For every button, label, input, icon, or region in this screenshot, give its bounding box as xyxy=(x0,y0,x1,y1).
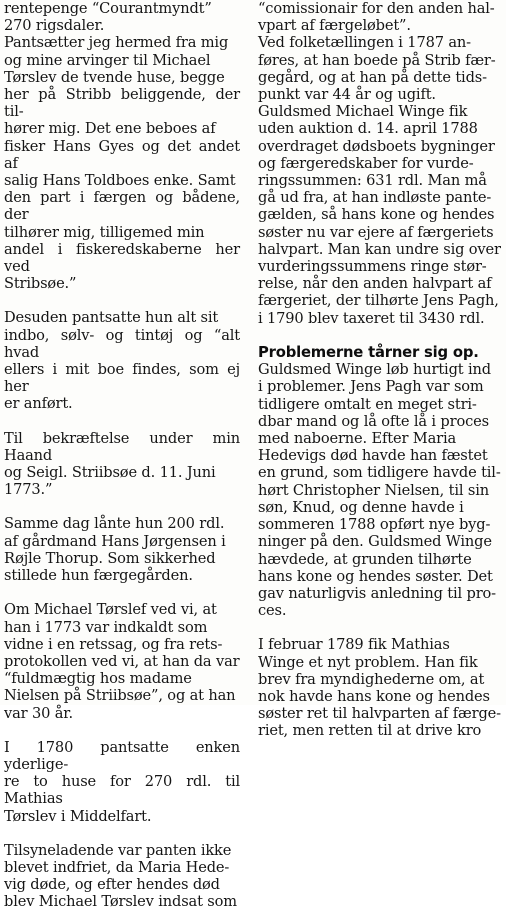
paragraph-courantmyndt: rentepenge “Courantmyndt” 270 rigsdaler. xyxy=(4,0,212,35)
paragraph-pledge: Pantsætter jeg hermed fra mig og mine arvinger til Michael Tørslev de tvende huse, begge her på Stribb beliggende, der til- hører mig. Det ene beboes af fisker Hans Gyes og det andet af salig Hans Toldboes enke. Samt den part i færgen og bådene, der tilhører mig, tilligemed min andel i fiskeredskaberne her ved Stribsøe.” xyxy=(4,34,240,293)
paragraph-gap xyxy=(258,327,502,344)
paragraph-winge-1788: Guldsmed Michael Winge fik uden auktion d. 14. april 1788 overdraget dødsboets bygninger og færgeredskaber for vurde- ringssummen: 631 rdl. Man må gå ud fra, at han indløste pante- gælden, så hans kone og hendes søster nu var ejere af færgeriets halvpart. Man kan undre sig over vurderingssummens ringe stør- relse, når den anden halvpart af færgeriet, der tilhørte Jens Pagh, i 1790 blev taxeret til 3430 rdl. xyxy=(258,103,501,327)
right-column xyxy=(258,0,502,740)
paragraph-comissionair: “comissionair for den anden hal- vpart af færgeløbet”. xyxy=(258,0,495,35)
paragraph-gap xyxy=(4,722,240,739)
paragraph-problems: Guldsmed Winge løb hurtigt ind i problemer. Jens Pagh var som tidligere omtalt en meget stri- dbar mand og lå ofte lå i proces med naboerne. Efter Maria Hedevigs død havde han fæstet en grund, som tidligere havde til- hørt Christopher Nielsen, til sin søn, Knud, og denne havde i sommeren 1788 opført nye byg- ninger på den. Guldsmed Winge hævdede, at grunden tilhørte hans kone og hendes søster. Det gav naturligvis anledning til pro- ces. xyxy=(258,361,501,620)
paragraph-torslef: Om Michael Tørslef ved vi, at han i 1773 var indkaldt som vidne i en retssag, og fra rets- protokollen ved vi, at han da var “fuldmægtig hos madame Nielsen på Striibsøe”, og at han var 30 år. xyxy=(4,601,240,722)
paragraph-loan: Samme dag lånte hun 200 rdl. af gårdmand Hans Jørgensen i Røjle Thorup. Som sikkerhed stillede hun færgegården. xyxy=(4,515,226,585)
paragraph-gap xyxy=(4,825,240,842)
paragraph-1780: I 1780 pantsatte enken yderlige- re to huse for 270 rdl. til Mathias Tørslev i Middelfart. xyxy=(4,738,240,825)
paragraph-gap xyxy=(4,584,240,601)
paragraph-census-1787: Ved folketællingen i 1787 an- føres, at han boede på Strib fær- gegård, og at han på dette tids- punkt var 44 år og ugift. xyxy=(258,34,496,104)
paragraph-panten: Tilsyneladende var panten ikke blevet indfriet, da Maria Hede- vig døde, og efter hendes død blev Michael Tørslev indsat som xyxy=(4,841,237,911)
paragraph-gap xyxy=(4,413,240,430)
paragraph-gap xyxy=(4,292,240,309)
paragraph-feb-1789: I februar 1789 fik Mathias Winge et nyt problem. Han fik brev fra myndighederne om, at nok havde hans kone og hendes søster ret til halvparten af færge- riet, men retten til at drive kro xyxy=(258,636,501,740)
paragraph-gap xyxy=(4,498,240,515)
paragraph-indbo: Desuden pantsatte hun alt sit indbo, sølv- og tintøj og “alt hvad ellers i mit boe findes, som ej her er anført. xyxy=(4,309,240,413)
left-column xyxy=(4,0,240,911)
paragraph-confirmation: Til bekræftelse under min Haand og Seigl. Striibsøe d. 11. Juni 1773.” xyxy=(4,429,240,499)
paragraph-gap xyxy=(258,619,502,636)
section-heading: Problemerne tårner sig op. xyxy=(258,343,479,361)
